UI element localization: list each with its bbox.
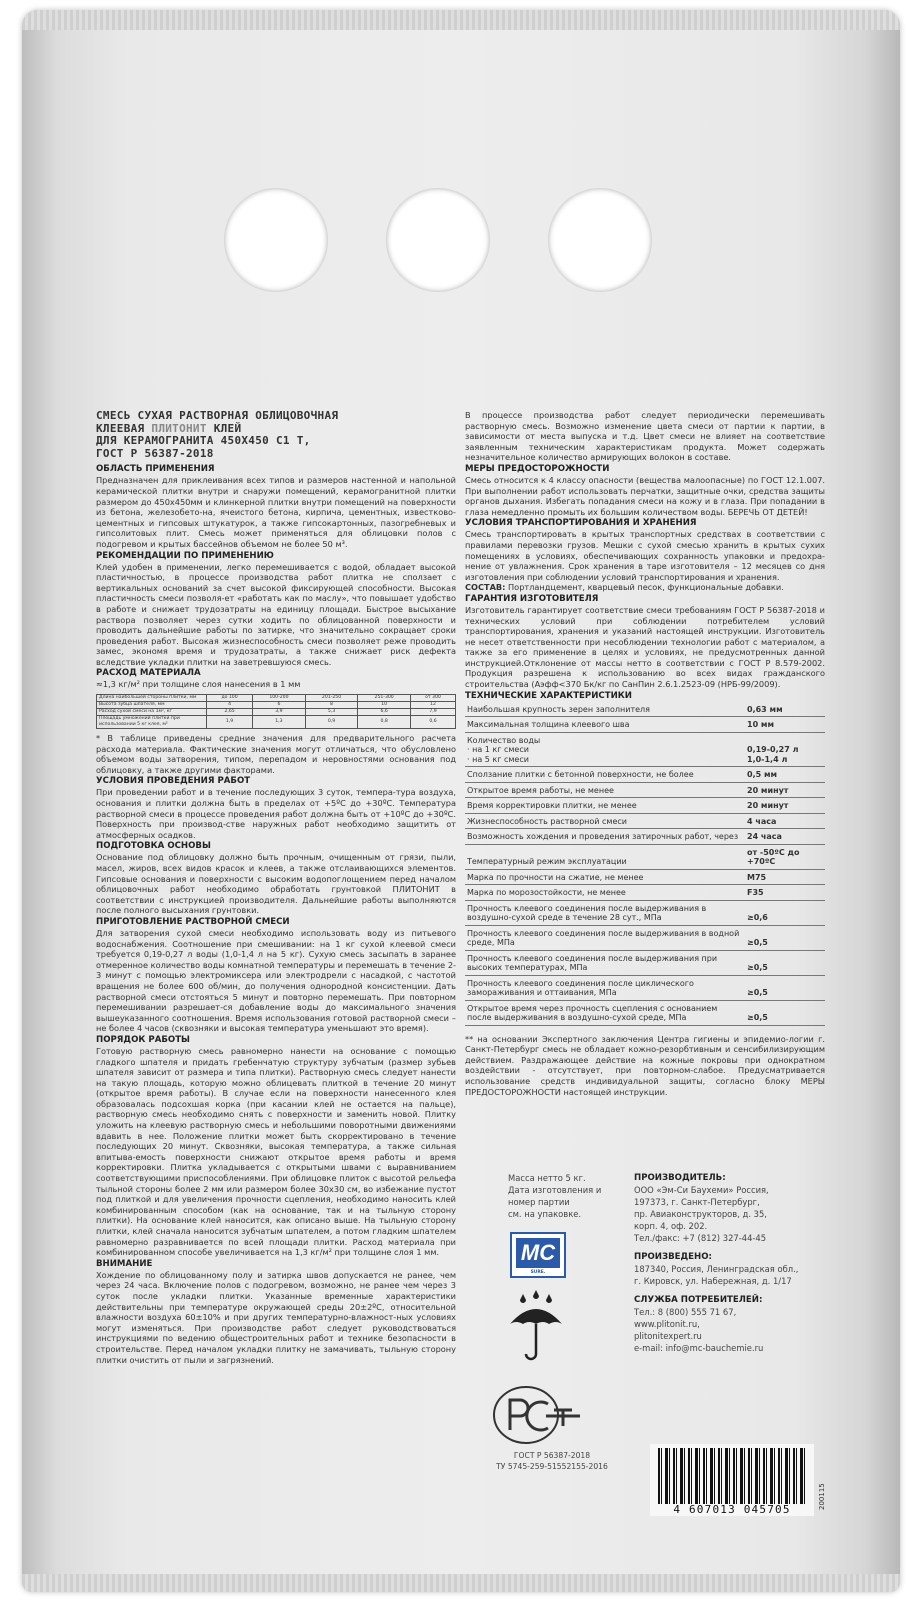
table-row [465, 950, 825, 975]
mc-tagline: BE SURE. BUILD SURE. [518, 1265, 558, 1275]
spec-value: от -50ºС до +70ºС [745, 844, 825, 869]
spec-name: Температурный режим эксплуатации [465, 844, 745, 869]
consumption-table [96, 694, 456, 729]
tu-standard: ТУ 5745-259-51552155-2016 [496, 1462, 608, 1471]
table-cell: Высота зубца шпателя, мм [97, 702, 207, 709]
section-text: * В таблице приведены средние значения для предварительного расчета расхода материала. Фактические значения могут отличаться, что обусловлено объемом воды затворения, типом, перепадом и неровностями основания под облицовку, а также другими факторами. [96, 733, 456, 775]
barcode-number: 4 607013 045705 [673, 1503, 791, 1516]
table-cell: 100-200 [253, 695, 306, 702]
composition-text: Портландцемент, кварцевый песок, функциональные добавки. [505, 582, 784, 593]
spec-value: 20 минут [745, 798, 825, 814]
section-heading: ОБЛАСТЬ ПРИМЕНЕНИЯ [96, 464, 215, 475]
table-cell: 5,3 [305, 709, 358, 716]
table-row [465, 767, 825, 783]
handle-hole [548, 188, 652, 292]
table-row [465, 844, 825, 869]
standards [492, 1450, 612, 1472]
table-row [97, 702, 456, 709]
mc-logo [510, 1232, 566, 1278]
table-row [97, 695, 456, 702]
section-text: Предназначен для приклеивания всех типов и размеров настенной и напольной керамической плитки внутри и снаружи помещений, керамогранитной плитки размером до 450х450мм и клинкерной плитки внутри помещений на поверхности из бетона, железобето-на, ячеистого бетона, кирпича, цементных, известково-цементных и гипсовых штукатурок, а также гипсокартонных, пазогребневых и гипсолитовых плит. Смесь может применяться для облицовки полов с подогревом и крытых бассейнов объемом не более 50 м³. [96, 475, 456, 549]
spec-value: 24 часа [745, 829, 825, 845]
barcode [650, 1444, 814, 1516]
table-cell: 4 [207, 702, 253, 709]
table-cell: Площадь умножений плитки при использовании 5 кг клея, м² [97, 716, 207, 729]
spec-name: Прочность клеевого соединения после выдерживания в воздушно-сухой среде в течение 28 сут., МПа [465, 900, 745, 925]
section-heading: ПОРЯДОК РАБОТЫ [96, 1034, 190, 1045]
section-heading: ПОДГОТОВКА ОСНОВЫ [96, 841, 211, 852]
table-cell: 12 [410, 702, 455, 709]
table-cell: 201-250 [305, 695, 358, 702]
table-row [97, 709, 456, 716]
table-cell: 6,6 [358, 709, 411, 716]
spec-value: ≥0,5 [745, 950, 825, 975]
title-line: ДЛЯ КЕРАМОГРАНИТА 450Х450 С1 Т, [96, 434, 311, 448]
specs-table [465, 702, 825, 1026]
spec-value: 0,19-0,27 л 1,0-1,4 л [745, 732, 825, 767]
section-text: Хождение по облицованному полу и затирка швов допускается не ранее, чем через 24 часа. Включение полов с подогревом, возможно, не ранее чем через 3 суток после укладки плитки. Указанные временные характеристики действительны при температуре окружающей среды 20±2ºС, относительной влажности воздуха 60±10% и при других температурно-влажност-ных условиях могут изменяться. При производстве работ следует руководствоваться инструкциями по ведению общестроительных работ и технике безопасности в строительстве. Перед началом укладки плитку не замачивать, тыльную сторону плитки очистить от пыли и загрязнений. [96, 1269, 456, 1365]
section-heading: УСЛОВИЯ ТРАНСПОРТИРОВАНИЯ И ХРАНЕНИЯ [465, 518, 697, 529]
product-bag [22, 10, 900, 1592]
composition-label: СОСТАВ: [465, 582, 506, 593]
section-heading: ПРИГОТОВЛЕНИЕ РАСТВОРНОЙ СМЕСИ [96, 916, 290, 927]
brand-name: ПЛИТОНИТ [151, 421, 207, 435]
spec-name: Возможность хождения и проведения затирочных работ, через [465, 829, 745, 845]
spec-name: Наибольшая крупность зерен заполнителя [465, 702, 745, 717]
mc-logo-mark: MC [516, 1238, 560, 1268]
spec-value: 4 часа [745, 813, 825, 829]
section-heading: РАСХОД МАТЕРИАЛА [96, 668, 201, 679]
protect-from-moisture-icon [506, 1290, 566, 1366]
bag-bottom-seal [22, 1574, 900, 1592]
title-line: СМЕСЬ СУХАЯ РАСТВОРНАЯ ОБЛИЦОВОЧНАЯ [96, 409, 339, 422]
spec-name: Марка по морозостойкости, не менее [465, 885, 745, 901]
table-cell: 0,6 [410, 716, 455, 729]
section-text: Смесь относится к 4 классу опасности (вещества малоопасные) по ГОСТ 12.1.007. При выполнении работ использовать перчатки, защитные очки, средства защиты органов дыхания. Избегать попадания смеси на кожу и в глаза. При попадании в глаза немедленно промыть их большим количеством воды. БЕРЕЧЬ ОТ ДЕТЕЙ! [465, 474, 825, 517]
table-row [465, 885, 825, 901]
table-cell: 10 [358, 702, 411, 709]
spec-value: 10 мм [745, 717, 825, 733]
table-row [465, 732, 825, 767]
spec-value: 0,5 мм [745, 767, 825, 783]
table-cell: 7,9 [410, 709, 455, 716]
table-row [465, 900, 825, 925]
handle-hole [224, 188, 328, 292]
spec-name: Жизнеспособность растворной смеси [465, 813, 745, 829]
made-heading: ПРОИЗВЕДЕНО: [634, 1252, 712, 1262]
table-row [465, 925, 825, 950]
spec-name: Прочность клеевого соединения после циклического замораживания и оттаивания, МПа [465, 975, 745, 1000]
table-cell: до 100 [207, 695, 253, 702]
producer-heading: ПРОИЗВОДИТЕЛЬ: [634, 1173, 726, 1183]
spec-value: ≥0,5 [745, 975, 825, 1000]
title-line: ГОСТ Р 56387-2018 [96, 446, 214, 460]
batch-code: 200115 [818, 1483, 826, 1510]
gost-standard: ГОСТ Р 56387-2018 [513, 1451, 591, 1460]
section-text: Готовую растворную смесь равномерно нанести на основание с помощью гладкого шпателя и придать гребенчатую структуру зубчатым (размер зубьев шпателя зависит от размера и типа плитки). Растворную смесь следует нанести на такую площадь, которую можно облицевать плиткой в течение 20 минут (открытое время работы). В случае если на поверхности нанесенного клея образовалась подсохшая корка (при касании клей не остается на пальце), растворную смесь необходимо снять с поверхности и заменить новой. Плитку уложить на клеевую растворную смесь и небольшими поворотными движениями вдавить в нее. Положение плитки может быть скорректировано в течение последующих 20 минут. Сквозняки, высокая температура, а также сильная впитыва-емость поверхности снижают открытое время работы и время корректировки. Плитка укладывается с открытыми швами с выравниванием соответствующими приспособлениями. При облицовке плиток с высотой рельефа тыльной стороны более 2 мм или размером более 30х30 см, во избежание пустот под плиткой и для увеличения прочности сцепления, необходимо наносить клей комбинированным способом (как на основание, так и на тыльную сторону плитки). На основание клей наносится, как описано выше. На тыльную сторону плитки, клей сначала наносится зубчатым шпателем, а потом гладким шпателем равномерно разравнивается по всей площади плитки. Расход материала при комбинированном способе увеличивается на 1,3 кг/м² при толщине слоя 1 мм. [96, 1045, 456, 1258]
spec-value: ≥0,5 [745, 925, 825, 950]
table-cell: Длина наибольшей стороны плитки, мм [97, 695, 207, 702]
section-heading: УСЛОВИЯ ПРОВЕДЕНИЯ РАБОТ [96, 776, 251, 787]
spec-name: Открытое время работы, не менее [465, 782, 745, 798]
spec-name: Сползание плитки с бетонной поверхности, не более [465, 767, 745, 783]
producer-text: ООО «Эм-Си Баухеми» Россия, 197373, г. Санкт-Петербург, пр. Авиаконструкторов, д. 35, корп. 4, оф. 202. Тел./факс: +7 (812) 327-44-45 [634, 1185, 769, 1243]
made-text: 187340, Россия, Ленинградская обл., г. Кировск, ул. Набережная, д. 1/17 [634, 1264, 799, 1286]
table-cell: 1,3 [253, 716, 306, 729]
section-heading: МЕРЫ ПРЕДОСТОРОЖНОСТИ [465, 463, 610, 474]
spec-name: Прочность клеевого соединения после выдерживания при высоких температурах, МПа [465, 950, 745, 975]
table-row [465, 782, 825, 798]
spec-name: Максимальная толщина клеевого шва [465, 717, 745, 733]
table-cell: 6 [253, 702, 306, 709]
table-row [465, 975, 825, 1000]
footnote: ** на основании Экспертного заключения Центра гигиены и эпидемио-логии г. Санкт-Петербург смесь не обладает кожно-резорбтивным и сенсибилизирующим действием. Раздражающее действие на кожные покровы при однократном воздействии - отсутствует, при повторном-слабое. Предусматривается использование средств индивидуальной защиты, согласно блоку МЕРЫ ПРЕДОСТОРОЖНОСТИ настоящей инструкции. [465, 1033, 825, 1097]
product-title [96, 410, 456, 460]
table-cell: 251-300 [358, 695, 411, 702]
table-row [465, 798, 825, 814]
table-row [465, 829, 825, 845]
title-part: КЛЕЕВАЯ [96, 421, 152, 435]
spec-value: ≥0,5 [745, 1000, 825, 1025]
table-cell: 3,9 [253, 709, 306, 716]
table-row [465, 813, 825, 829]
table-cell: 2,65 [207, 709, 253, 716]
title-part: КЛЕЙ [206, 421, 242, 435]
net-weight-text: Масса нетто 5 кг. Дата изготовления и номер партии см. на упаковке. [508, 1173, 602, 1219]
spec-value: 0,63 мм [745, 702, 825, 717]
composition [465, 582, 825, 593]
barcode-bars [658, 1448, 806, 1504]
section-heading: ВНИМАНИЕ [96, 1258, 153, 1269]
rst-certification-icon [490, 1384, 586, 1446]
spec-value: 20 минут [745, 782, 825, 798]
spec-name: Открытое время через прочность сцепления с основанием после выдерживания в воздушно-сухой среде, МПа [465, 1000, 745, 1025]
section-text: Изготовитель гарантирует соответствие смеси требованиям ГОСТ Р 56387-2018 и технических условий при соблюдении потребителем условий транспортирования, хранения и указаний настоящей инструкции. Изготовитель не несет ответственности при несоблюдении технологии работ с материалом, а также за его применение в целях и условиях, не предусмотренных данной инструкцией.Отклонение от массы нетто в соответствии с ГОСТ Р 8.579-2002. Продукция разрешена к использованию во всех видах гражданского строительства (Аэфф<370 Бк/кг по СанПин 2.6.1.2523-09 (НРБ-99/2009). [465, 604, 825, 690]
table-cell: Расход сухой смеси на 1м², кг [97, 709, 207, 716]
section-heading: ТЕХНИЧЕСКИЕ ХАРАКТЕРИСТИКИ [465, 690, 632, 701]
service-heading: СЛУЖБА ПОТРЕБИТЕЛЕЙ: [634, 1295, 763, 1305]
table-cell: 8 [305, 702, 358, 709]
spec-value: М75 [745, 869, 825, 885]
contacts-block [634, 1172, 834, 1354]
handle-hole [386, 188, 490, 292]
table-row [97, 716, 456, 729]
section-text: Основание под облицовку должно быть прочным, очищенным от грязи, пыли, масел, жиров, всех видов красок и клеев, а также отслаивающихся элементов. Гипсовые основания и поверхности с высоким водопоглощением перед началом облицовочных работ необходимо обработать грунтовкой ПЛИТОНИТ в соответствии с инструкцией производителя. Дальнейшие работы выполняются после полного высыхания грунтовки. [96, 852, 456, 916]
spec-value: F35 [745, 885, 825, 901]
section-text: ≈1,3 кг/м² при толщине слоя нанесения в 1 мм [96, 679, 301, 690]
table-cell: 0,8 [358, 716, 411, 729]
service-text: Тел.: 8 (800) 555 71 67, www.plitonit.ru, plitonitexpert.ru e-mail: info@mc-bauchemie.ru [634, 1307, 764, 1353]
table-row [465, 869, 825, 885]
section-text: Для затворения сухой смеси необходимо использовать воду из питьевого водоснабжения. Соотношение при смешивании: на 1 кг сухой клеевой смеси требуется 0,19-0,27 л воды (1,0-1,4 л на 5 кг). Сухую смесь засыпать в заранее отмеренное количество воды комнатной температуры и перемешать в течение 2-3 минут с помощью электромиксера или электродрели с насадкой, с частотой вращения не более 600 об/мин, до получения однородной консистенции. Дать растворной смеси отстояться 5 минут и повторно перемешать. При повторном перемешивании разрешает-ся добавление воды до максимального значения вышеуказанного соотношения. Время использования готовой растворной смеси – не более 4 часов (сквозняки и высокая температура уменьшают это время). [96, 927, 456, 1034]
right-column [465, 410, 825, 1097]
section-heading: ГАРАНТИЯ ИЗГОТОВИТЕЛЯ [465, 593, 599, 604]
table-row [465, 1000, 825, 1025]
spec-name: Марка по прочности на сжатие, не менее [465, 869, 745, 885]
section-text: Клей удобен в применении, легко перемешивается с водой, обладает высокой пластичностью, в процессе производства работ плитка не сползает с вертикальных оснований за счет высокой фиксирующей способности. Высокая пластичность смеси позволя-ет «работать как по маслу», что повышает удобство в работе и снижает трудозатраты на единицу площади. Быстрое высыхание раствора позволяет через сутки ходить по облицованной поверхности и проводить дальнейшие работы по затирке, что значительно сокращает сроки проведения работ. Высокая жизнеспособность смеси позволяет реже проводить замес, экономя время и трудозатраты, а также снижает риск дефекта вследствие укладки плитки на заветревшуюся смесь. [96, 561, 456, 667]
section-text: Смесь транспортировать в крытых транспортных средствах в соответствии с правилами перевозки грузов. Мешки с сухой смесью хранить в крытых сухих помещениях в условиях, обеспечивающих сохранность упаковки и предохра-нение от увлажнения. Срок хранения в таре изготовителя – 12 месяцев со дня изготовления при соблюдении условий транспортирования и хранения. [465, 529, 825, 582]
section-text: При проведении работ и в течение последующих 3 суток, темпера-тура воздуха, основания и плитки должна быть в пределах от +5ºС до +30ºС. Температура растворной смеси в процессе проведения работ должна быть от +10ºС до +30ºС. Поверхность при производ-стве наружных работ необходимо защитить от атмосферных осадков. [96, 787, 456, 840]
table-row [465, 717, 825, 733]
table-cell: от 300 [410, 695, 455, 702]
bag-top-seal [22, 10, 900, 30]
table-cell: 1,9 [207, 716, 253, 729]
table-cell: 0,9 [305, 716, 358, 729]
section-text: В процессе производства работ следует периодически перемешивать растворную смесь. Возможно изменение цвета смеси от партии к партии, в зависимости от места выпуска и т.д. Цвет смеси не влияет на соответствие заявленным техническим характеристикам продукта. Может содержать незначительное количество армирующих волокон в составе. [465, 410, 825, 463]
spec-name: Время корректировки плитки, не менее [465, 798, 745, 814]
spec-name: Количество воды · на 1 кг смеси · на 5 кг смеси [465, 732, 745, 767]
spec-value: ≥0,6 [745, 900, 825, 925]
table-row [465, 702, 825, 717]
section-heading: РЕКОМЕНДАЦИИ ПО ПРИМЕНЕНИЮ [96, 550, 274, 561]
left-column [96, 410, 456, 1365]
spec-name: Прочность клеевого соединения после выдерживания в водной среде, МПа [465, 925, 745, 950]
